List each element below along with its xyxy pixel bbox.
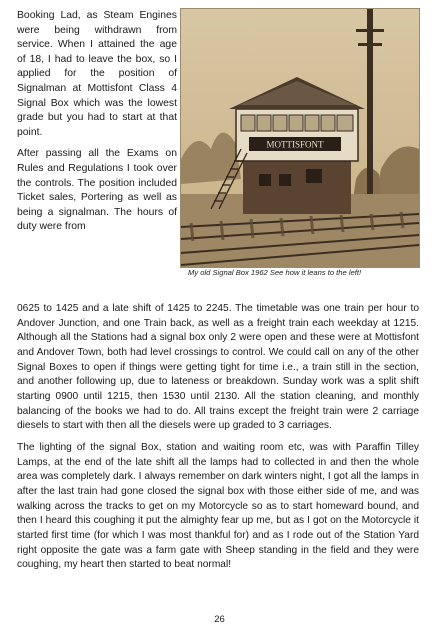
signal-box-photo bbox=[180, 8, 420, 268]
photo-caption: My old Signal Box 1962 See how it leans to the left! bbox=[188, 268, 362, 277]
paragraph: The lighting of the signal Box, station and waiting room etc, was with Paraffin Tilley Lamps, at the end of the late shift all the lamps had to collected in and then the whole area was completely dark. I always remember on dark winters night, I got all the lamps in after the last train had gone closed the signal box with those either side of me, and was walking across the tracks to get on my Motorcycle so as to start homeward bound, and then I heard this coughing it put the almighty fear up me, but as I got on the Motorcycle it started first time (for which I was most thankful for) and as I rode out of the Station Yard right opposite the gate was a farm gate with Sheep standing in the field and they were coughing, my heart then started to beat normal! bbox=[17, 441, 419, 571]
narrow-text-column bbox=[17, 9, 177, 242]
paragraph: Booking Lad, as Steam Engines were being withdrawn from service. When I attained the age of 18, I had to leave the box, so I applied for the position of Signalman at Mottisfont Class 4 Signal Box which was the lowest grade but you had to start at that point. bbox=[17, 10, 177, 138]
paragraph: 0625 to 1425 and a late shift of 1425 to 2245. The timetable was one train per hour to Andover Junction, and one Train back, as well as a freight train each weekday at 1215. Although all the Stations had a signal box only 2 were open and these were at Mottisfont and Andover Town, both had level crossings to control. We could call on any of the other Signal Boxes to open if things were getting tight for time i.e., a train still in the section, and another following up, due to lateness or breakdown. Sunday work was a split shift starting 0900 until 1215, then 1530 until 2130. All the station cleaning, and monthly balancing of the books we had to do. All trains except the freight train were 2 carriage diesels to start with then all the diesels were up graded to 3 carriages. bbox=[17, 303, 419, 432]
nameboard-text: MOTTISFONT bbox=[266, 139, 324, 150]
page-number: 26 bbox=[214, 614, 225, 625]
wide-text-column bbox=[17, 302, 419, 580]
signal-box-photo-illustration bbox=[181, 9, 419, 267]
paragraph: After passing all the Exams on Rules and Regulations I took over the controls. The position included Ticket sales, Portering as well as being a signalman. The hours of duty were from bbox=[17, 148, 177, 233]
